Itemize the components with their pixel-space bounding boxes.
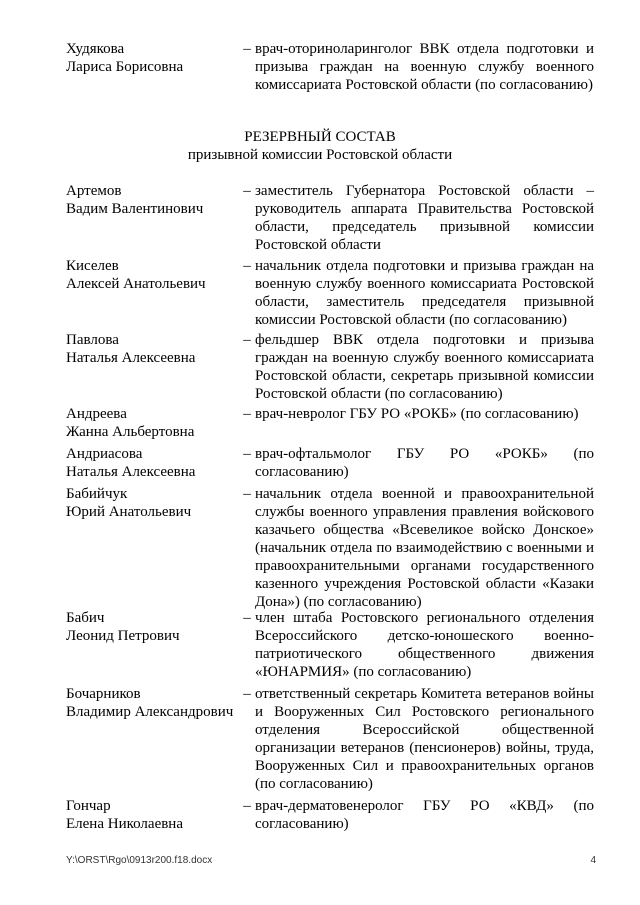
- dash-separator: –: [243, 486, 251, 502]
- dash-separator: –: [243, 798, 251, 814]
- member-surname: Андреева: [66, 406, 127, 422]
- dash-separator: –: [243, 258, 251, 274]
- member-name: [66, 405, 246, 441]
- member-name: [66, 331, 246, 367]
- member-given-names: Алексей Анатольевич: [66, 276, 206, 292]
- dash-separator: –: [243, 610, 251, 626]
- member-given-names: Наталья Алексеевна: [66, 464, 196, 480]
- member-surname: Павлова: [66, 332, 119, 348]
- member-position: начальник отдела военной и правоохранительной службы военного управления правления войскового казачьего общества «Всевеликое войско Донское» (начальник отдела по взаимодействию с военными и правоохранительными органами государственного казенного учреждения Ростовской области «Казаки Дона») (по согласованию): [255, 486, 594, 610]
- dash-separator: –: [243, 41, 251, 57]
- member-given-names: Владимир Александрович: [66, 704, 234, 720]
- member-name: [66, 797, 246, 833]
- member-given-names: Лариса Борисовна: [66, 59, 184, 75]
- member-given-names: Вадим Валентинович: [66, 201, 204, 217]
- member-given-names: Елена Николаевна: [66, 816, 183, 832]
- member-name: [66, 445, 246, 481]
- member-position: заместитель Губернатора Ростовской области – руководитель аппарата Правительства Ростовской области, председатель призывной комиссии Ростовской области: [255, 183, 594, 253]
- member-given-names: Леонид Петрович: [66, 628, 180, 644]
- section-title: РЕЗЕРВНЫЙ СОСТАВ: [244, 129, 396, 145]
- member-position: член штаба Ростовского регионального отделения Всероссийского детско-юношеского военно-патриотического общественного движения «ЮНАРМИЯ» (по согласованию): [255, 610, 594, 680]
- member-given-names: Жанна Альбертовна: [66, 424, 195, 440]
- dash-separator: –: [243, 332, 251, 348]
- section-subtitle: призывной комиссии Ростовской области: [187, 147, 453, 163]
- member-position: фельдшер ВВК отдела подготовки и призыва граждан на военную службу военного комиссариата Ростовской области, секретарь призывной комиссии Ростовской области (по согласованию): [255, 332, 594, 402]
- file-path: Y:\ORST\Rgo\0913r200.f18.docx: [66, 855, 213, 866]
- member-position: врач-невролог ГБУ РО «РОКБ» (по согласованию): [255, 406, 579, 422]
- dash-separator: –: [243, 686, 251, 702]
- member-name: [66, 40, 246, 76]
- member-position: врач-дерматовенеролог ГБУ РО «КВД» (по согласованию): [255, 798, 594, 832]
- member-surname: Бочарников: [66, 686, 141, 702]
- member-name: [66, 257, 246, 293]
- member-position: врач-оториноларинголог ВВК отдела подготовки и призыва граждан на военную службу военного комиссариата Ростовской области (по согласованию): [255, 41, 594, 93]
- member-surname: Худякова: [66, 41, 125, 57]
- page-number: 4: [590, 855, 596, 866]
- member-given-names: Наталья Алексеевна: [66, 350, 196, 366]
- member-surname: Киселев: [66, 258, 119, 274]
- member-surname: Бабич: [66, 610, 105, 626]
- member-name: [66, 685, 246, 721]
- dash-separator: –: [243, 183, 251, 199]
- member-surname: Бабийчук: [66, 486, 128, 502]
- member-surname: Андриасова: [66, 446, 143, 462]
- member-position: начальник отдела подготовки и призыва граждан на военную службу военного комиссариата Ростовской области, заместитель председателя призывной комиссии Ростовской области (по согласованию): [255, 258, 594, 328]
- member-name: [66, 609, 246, 645]
- member-surname: Гончар: [66, 798, 111, 814]
- member-name: [66, 485, 246, 521]
- member-surname: Артемов: [66, 183, 122, 199]
- member-name: [66, 182, 246, 218]
- dash-separator: –: [243, 446, 251, 462]
- dash-separator: –: [243, 406, 251, 422]
- member-position: врач-офтальмолог ГБУ РО «РОКБ» (по согласованию): [255, 446, 594, 480]
- member-position: ответственный секретарь Комитета ветеранов войны и Вооруженных Сил Ростовского регионального отделения Всероссийской общественной организации ветеранов (пенсионеров) войны, труда, Вооруженных Сил и правоохранительных органов (по согласованию): [255, 686, 594, 792]
- member-given-names: Юрий Анатольевич: [66, 504, 192, 520]
